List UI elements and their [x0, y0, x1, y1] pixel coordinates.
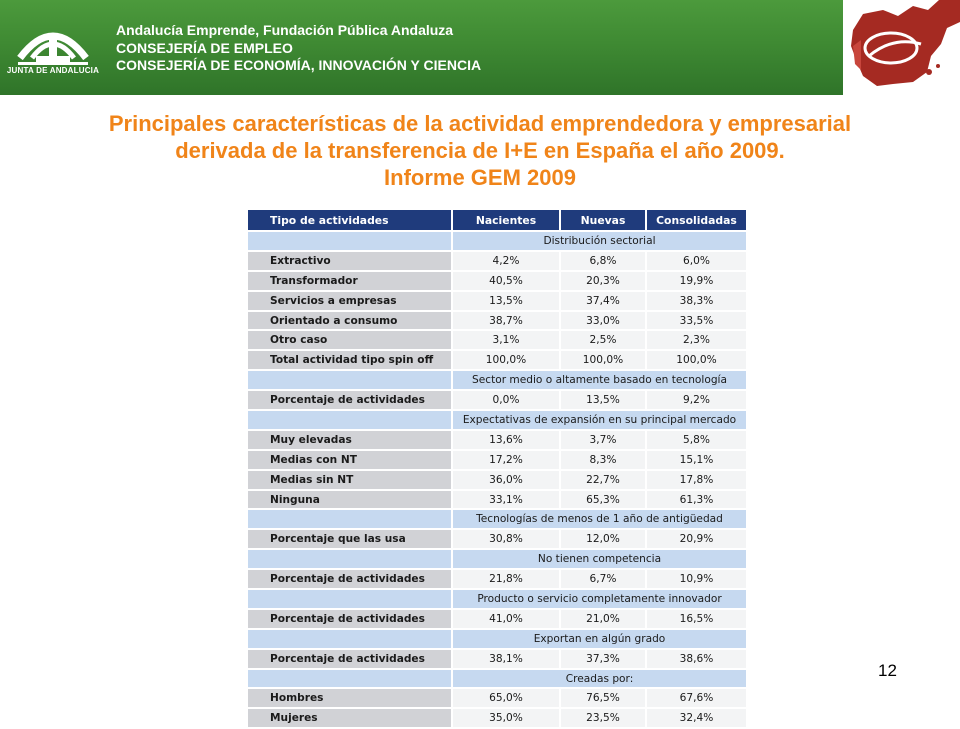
spain-map-logo [843, 0, 960, 95]
page-number: 12 [878, 661, 897, 680]
table-row [247, 450, 747, 470]
value-nacientes: 0,0% [452, 390, 560, 410]
value-nuevas: 23,5% [560, 708, 646, 728]
row-label: Mujeres [247, 708, 452, 728]
value-nuevas: 100,0% [560, 350, 646, 370]
table-row [247, 708, 747, 728]
title-line-3: Informe GEM 2009 [384, 165, 576, 190]
value-nuevas: 13,5% [560, 390, 646, 410]
row-label: Ninguna [247, 490, 452, 510]
title-line-2: derivada de la transferencia de I+E en España el año 2009. [175, 138, 785, 163]
value-nuevas: 6,7% [560, 569, 646, 589]
section-row [247, 231, 747, 251]
table-row [247, 569, 747, 589]
value-nacientes: 40,5% [452, 271, 560, 291]
header-text [116, 22, 481, 75]
value-nacientes: 41,0% [452, 609, 560, 629]
section-row [247, 589, 747, 609]
value-nacientes: 30,8% [452, 529, 560, 549]
value-consolidadas: 38,3% [646, 291, 747, 311]
value-nuevas: 21,0% [560, 609, 646, 629]
header-nacientes: Nacientes [452, 209, 560, 231]
section-row [247, 410, 747, 430]
section-title: Sector medio o altamente basado en tecnología [452, 370, 747, 390]
table-row [247, 390, 747, 410]
value-consolidadas: 5,8% [646, 430, 747, 450]
title-line-1: Principales características de la actividad emprendedora y empresarial [108, 111, 852, 136]
value-nacientes: 35,0% [452, 708, 560, 728]
header-consolidadas: Consolidadas [646, 209, 747, 231]
value-consolidadas: 9,2% [646, 390, 747, 410]
value-nuevas: 22,7% [560, 470, 646, 490]
logo-caption: JUNTA DE ANDALUCIA [6, 66, 100, 75]
value-consolidadas: 61,3% [646, 490, 747, 510]
value-nuevas: 37,3% [560, 649, 646, 669]
section-row [247, 509, 747, 529]
value-consolidadas: 15,1% [646, 450, 747, 470]
row-label: Porcentaje de actividades [247, 569, 452, 589]
value-nuevas: 8,3% [560, 450, 646, 470]
value-consolidadas: 2,3% [646, 330, 747, 350]
table-row [247, 330, 747, 350]
table-row [247, 470, 747, 490]
value-nacientes: 33,1% [452, 490, 560, 510]
section-title: Expectativas de expansión en su principal mercado [452, 410, 747, 430]
value-consolidadas: 38,6% [646, 649, 747, 669]
table-row [247, 311, 747, 331]
row-label: Transformador [247, 271, 452, 291]
section-row [247, 629, 747, 649]
value-consolidadas: 32,4% [646, 708, 747, 728]
activity-table [246, 208, 748, 729]
header-consejeria-empleo: CONSEJERÍA DE EMPLEO [116, 39, 293, 56]
table-row [247, 490, 747, 510]
row-label: Hombres [247, 688, 452, 708]
value-nacientes: 100,0% [452, 350, 560, 370]
section-title: No tienen competencia [452, 549, 747, 569]
value-nuevas: 2,5% [560, 330, 646, 350]
value-nuevas: 12,0% [560, 529, 646, 549]
section-title: Distribución sectorial [452, 231, 747, 251]
value-nuevas: 20,3% [560, 271, 646, 291]
value-nacientes: 13,6% [452, 430, 560, 450]
value-nuevas: 6,8% [560, 251, 646, 271]
value-nacientes: 13,5% [452, 291, 560, 311]
value-nacientes: 65,0% [452, 688, 560, 708]
value-consolidadas: 19,9% [646, 271, 747, 291]
section-title: Exportan en algún grado [452, 629, 747, 649]
row-label: Porcentaje de actividades [247, 609, 452, 629]
table-row [247, 529, 747, 549]
junta-de-andalucia-logo [8, 8, 98, 88]
section-row [247, 549, 747, 569]
slide-title [0, 110, 960, 191]
value-nacientes: 3,1% [452, 330, 560, 350]
value-nuevas: 3,7% [560, 430, 646, 450]
section-title: Tecnologías de menos de 1 año de antigüedad [452, 509, 747, 529]
row-label: Otro caso [247, 330, 452, 350]
table-row [247, 688, 747, 708]
value-nuevas: 33,0% [560, 311, 646, 331]
value-nacientes: 21,8% [452, 569, 560, 589]
section-title: Creadas por: [452, 669, 747, 689]
header-consejeria-economia: CONSEJERÍA DE ECONOMÍA, INNOVACIÓN Y CIENCIA [116, 57, 482, 73]
header-banner [0, 0, 843, 95]
value-consolidadas: 16,5% [646, 609, 747, 629]
section-row [247, 669, 747, 689]
row-label: Medias sin NT [247, 470, 452, 490]
header-tipo: Tipo de actividades [247, 209, 452, 231]
section-title: Producto o servicio completamente innovador [452, 589, 747, 609]
value-nuevas: 37,4% [560, 291, 646, 311]
row-label: Extractivo [247, 251, 452, 271]
value-nacientes: 38,1% [452, 649, 560, 669]
value-consolidadas: 33,5% [646, 311, 747, 331]
value-nacientes: 36,0% [452, 470, 560, 490]
table-row [247, 291, 747, 311]
row-label: Porcentaje de actividades [247, 649, 452, 669]
value-consolidadas: 10,9% [646, 569, 747, 589]
row-label: Porcentaje que las usa [247, 529, 452, 549]
row-label: Medias con NT [247, 450, 452, 470]
value-nacientes: 38,7% [452, 311, 560, 331]
value-consolidadas: 67,6% [646, 688, 747, 708]
section-row [247, 370, 747, 390]
table-row [247, 609, 747, 629]
table-header-row [247, 209, 747, 231]
value-consolidadas: 100,0% [646, 350, 747, 370]
value-consolidadas: 17,8% [646, 470, 747, 490]
header-nuevas: Nuevas [560, 209, 646, 231]
table-row [247, 251, 747, 271]
table-row [247, 430, 747, 450]
row-label: Orientado a consumo [247, 311, 452, 331]
row-label: Porcentaje de actividades [247, 390, 452, 410]
value-consolidadas: 6,0% [646, 251, 747, 271]
value-nacientes: 4,2% [452, 251, 560, 271]
value-consolidadas: 20,9% [646, 529, 747, 549]
table-row [247, 649, 747, 669]
row-label: Total actividad tipo spin off [247, 350, 452, 370]
row-label: Muy elevadas [247, 430, 452, 450]
header-org-line: Andalucía Emprende, Fundación Pública Andaluza [116, 22, 454, 38]
value-nuevas: 65,3% [560, 490, 646, 510]
table-row [247, 271, 747, 291]
row-label: Servicios a empresas [247, 291, 452, 311]
value-nacientes: 17,2% [452, 450, 560, 470]
table-row [247, 350, 747, 370]
value-nuevas: 76,5% [560, 688, 646, 708]
